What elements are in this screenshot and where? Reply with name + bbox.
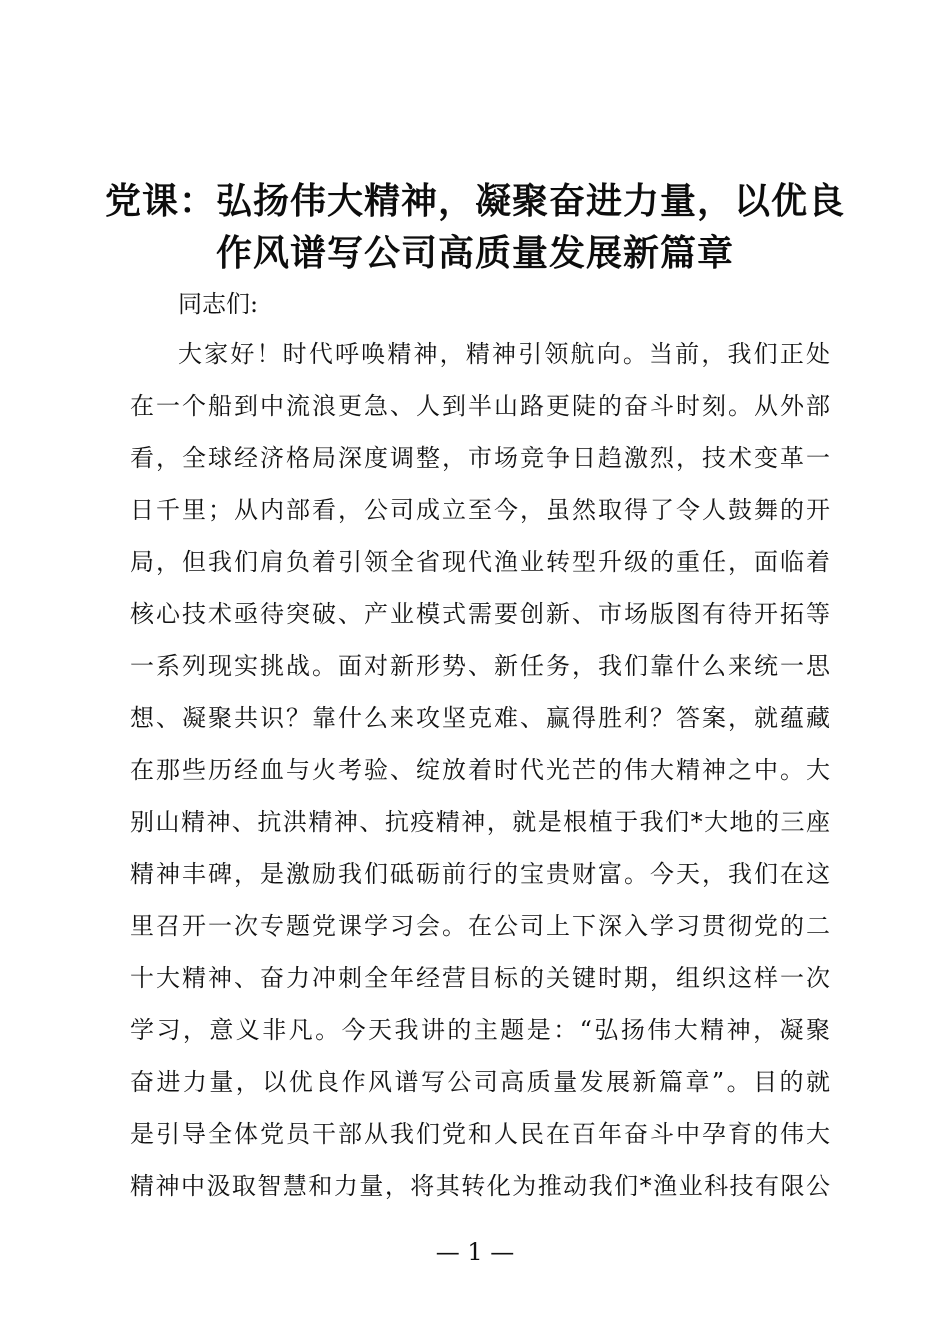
body-line: 精神中汲取智慧和力量，将其转化为推动我们*渔业科技有限公 [130, 1172, 830, 1200]
body-line: 别山精神、抗洪精神、抗疫精神，就是根植于我们*大地的三座 [130, 808, 830, 836]
body-line: 看，全球经济格局深度调整，市场竞争日趋激烈，技术变革一 [130, 444, 830, 472]
document-title-line-1: 党课：弘扬伟大精神，凝聚奋进力量，以优良 [104, 181, 845, 222]
body-line: 一系列现实挑战。面对新形势、新任务，我们靠什么来统一思 [130, 652, 830, 680]
body-line: 学习，意义非凡。今天我讲的主题是：“弘扬伟大精神，凝聚 [130, 1016, 830, 1044]
body-line: 想、凝聚共识？靠什么来攻坚克难、赢得胜利？答案，就蕴藏 [130, 704, 830, 732]
body-line: 奋进力量，以优良作风谱写公司高质量发展新篇章”。目的就 [130, 1068, 830, 1096]
body-line: 是引导全体党员干部从我们党和人民在百年奋斗中孕育的伟大 [130, 1120, 830, 1148]
document-title-line-2: 作风谱写公司高质量发展新篇章 [215, 233, 734, 274]
body-line: 局，但我们肩负着引领全省现代渔业转型升级的重任，面临着 [130, 548, 830, 576]
page-number: — 1 — [435, 1238, 515, 1266]
body-line: 日千里；从内部看，公司成立至今，虽然取得了令人鼓舞的开 [130, 496, 830, 524]
body-line: 在那些历经血与火考验、绽放着时代光芒的伟大精神之中。大 [130, 756, 830, 784]
body-line: 十大精神、奋力冲刺全年经营目标的关键时期，组织这样一次 [130, 964, 830, 992]
body-line: 核心技术亟待突破、产业模式需要创新、市场版图有待开拓等 [130, 600, 830, 628]
salutation: 同志们: [178, 290, 259, 318]
body-line: 大家好！时代呼唤精神，精神引领航向。当前，我们正处 [178, 340, 830, 368]
body-line: 在一个船到中流浪更急、人到半山路更陡的奋斗时刻。从外部 [130, 392, 830, 420]
body-line: 精神丰碑，是激励我们砥砺前行的宝贵财富。今天，我们在这 [130, 860, 830, 888]
body-line: 里召开一次专题党课学习会。在公司上下深入学习贯彻党的二 [130, 912, 830, 940]
